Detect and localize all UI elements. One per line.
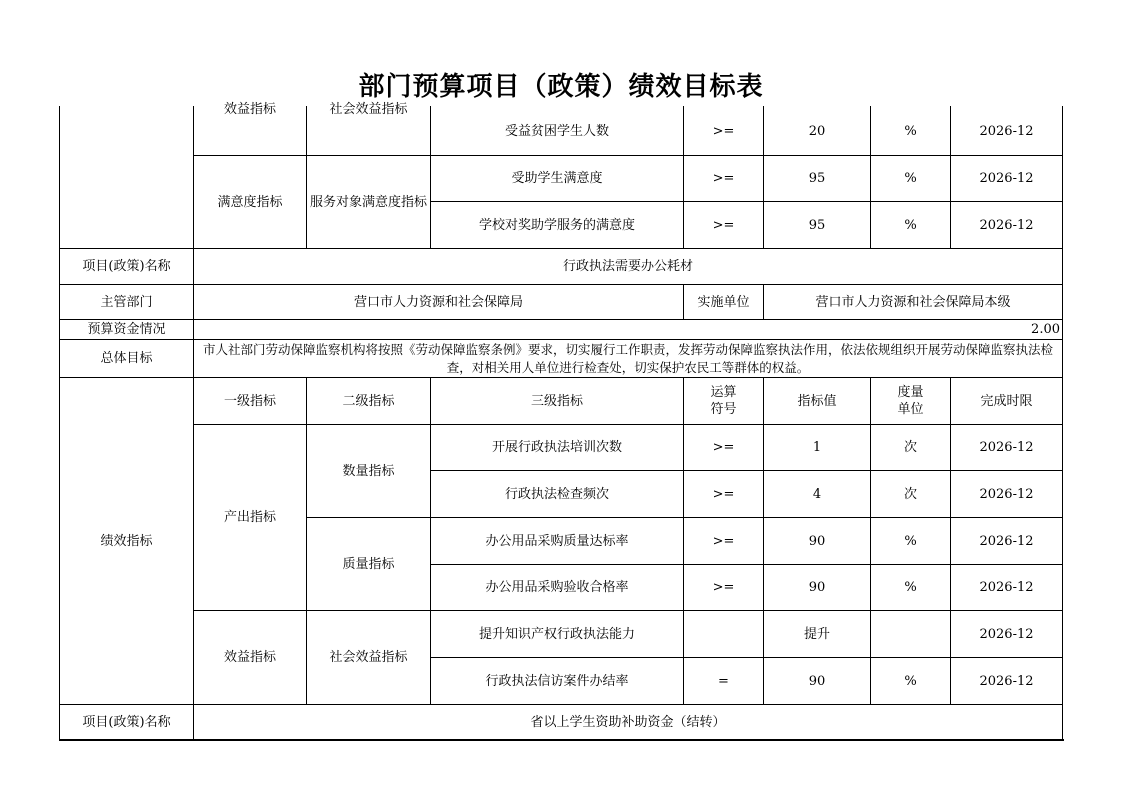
operator-cell: = [718, 673, 729, 689]
operator-cell: >= [712, 171, 735, 186]
header-l1: 一级指标 [223, 393, 276, 409]
date-cell: 2026-12 [979, 171, 1034, 186]
indicator-cell: 受益贫困学生人数 [504, 123, 609, 139]
dept-value: 营口市人力资源和社会保障局 [353, 294, 523, 310]
indicator-cell: 行政执法检查频次 [504, 486, 609, 502]
indicator-cell: 受助学生满意度 [511, 171, 603, 186]
value-cell: 95 [808, 217, 826, 233]
impl-label: 实施单位 [697, 294, 750, 310]
header-l2: 二级指标 [342, 393, 395, 409]
dept-label: 主管部门 [100, 294, 153, 310]
value-cell: 90 [808, 580, 826, 595]
unit-cell: % [904, 533, 917, 549]
value-cell: 1 [812, 440, 822, 455]
goal-text: 市人社部门劳动保障监察机构将按照《劳动保障监察条例》要求，切实履行工作职责，发挥劳动保障监察执法作用，依法依规组织开展劳动保障监察执法检查，对相关用人单位进行检查处，切实保护农民工等群体的权益。 [202, 341, 1053, 375]
project-name: 行政执法需要办公耗材 [562, 259, 693, 274]
indicator-cell: 办公用品采购质量达标率 [485, 533, 629, 549]
unit-cell: % [904, 123, 917, 139]
goal-label: 总体目标 [100, 351, 153, 366]
value-cell: 95 [808, 171, 826, 186]
partial-l2-label: 社会效益指标 [329, 102, 408, 117]
value-cell: 4 [812, 486, 822, 502]
operator-cell: >= [712, 533, 735, 549]
next-project-name: 省以上学生资助补助资金（结转） [530, 714, 726, 730]
operator-cell: >= [712, 580, 735, 595]
value-cell: 90 [808, 533, 826, 549]
date-cell: 2026-12 [979, 533, 1034, 549]
perf-label: 绩效指标 [100, 533, 153, 549]
unit-cell: % [904, 580, 917, 595]
unit-cell [871, 611, 950, 657]
unit-cell: 次 [903, 486, 917, 502]
indicator-cell: 行政执法信访案件办结率 [485, 673, 629, 689]
header-op: 运算 符号 [710, 385, 737, 417]
date-cell: 2026-12 [979, 580, 1034, 595]
indicator-cell: 学校对奖助学服务的满意度 [478, 217, 635, 233]
budget-value: 2.00 [1031, 322, 1060, 337]
date-cell: 2026-12 [979, 486, 1034, 502]
value-cell: 提升 [803, 626, 830, 642]
date-cell: 2026-12 [979, 626, 1034, 642]
benefit-indicator-label: 效益指标 [223, 650, 276, 665]
date-cell: 2026-12 [979, 123, 1034, 139]
quality-indicator-label: 质量指标 [342, 556, 395, 572]
next-project-name-label: 项目(政策)名称 [82, 714, 171, 730]
value-cell: 90 [808, 673, 826, 689]
operator-cell: >= [712, 123, 735, 139]
indicator-cell: 提升知识产权行政执法能力 [478, 626, 635, 642]
date-cell: 2026-12 [979, 673, 1034, 689]
satisfaction-l1-label: 满意度指标 [217, 194, 283, 210]
operator-cell: >= [712, 440, 735, 455]
impl-value: 营口市人力资源和社会保障局本级 [815, 294, 1011, 310]
date-cell: 2026-12 [979, 217, 1034, 233]
project-name-label: 项目(政策)名称 [82, 259, 171, 274]
operator-cell: >= [712, 486, 735, 502]
date-cell: 2026-12 [979, 440, 1034, 455]
quantity-indicator-label: 数量指标 [342, 463, 395, 479]
unit-cell: % [904, 217, 917, 233]
unit-cell: 次 [903, 440, 917, 455]
indicator-cell: 开展行政执法培训次数 [491, 440, 622, 455]
satisfaction-l2-label: 服务对象满意度指标 [309, 194, 427, 210]
operator-cell [684, 611, 763, 657]
social-benefit-label: 社会效益指标 [329, 650, 408, 665]
header-l3: 三级指标 [530, 393, 583, 409]
header-unit: 度量 单位 [897, 385, 924, 417]
output-indicator-label: 产出指标 [223, 510, 276, 525]
value-cell: 20 [808, 123, 826, 139]
header-value: 指标值 [797, 393, 837, 409]
partial-l1-label: 效益指标 [223, 102, 276, 117]
indicator-cell: 办公用品采购验收合格率 [485, 580, 629, 595]
budget-label: 预算资金情况 [87, 322, 166, 337]
unit-cell: % [904, 673, 917, 689]
unit-cell: % [904, 171, 917, 186]
operator-cell: >= [712, 217, 735, 233]
page-title: 部门预算项目（政策）绩效目标表 [358, 72, 764, 102]
header-date: 完成时限 [980, 393, 1033, 409]
